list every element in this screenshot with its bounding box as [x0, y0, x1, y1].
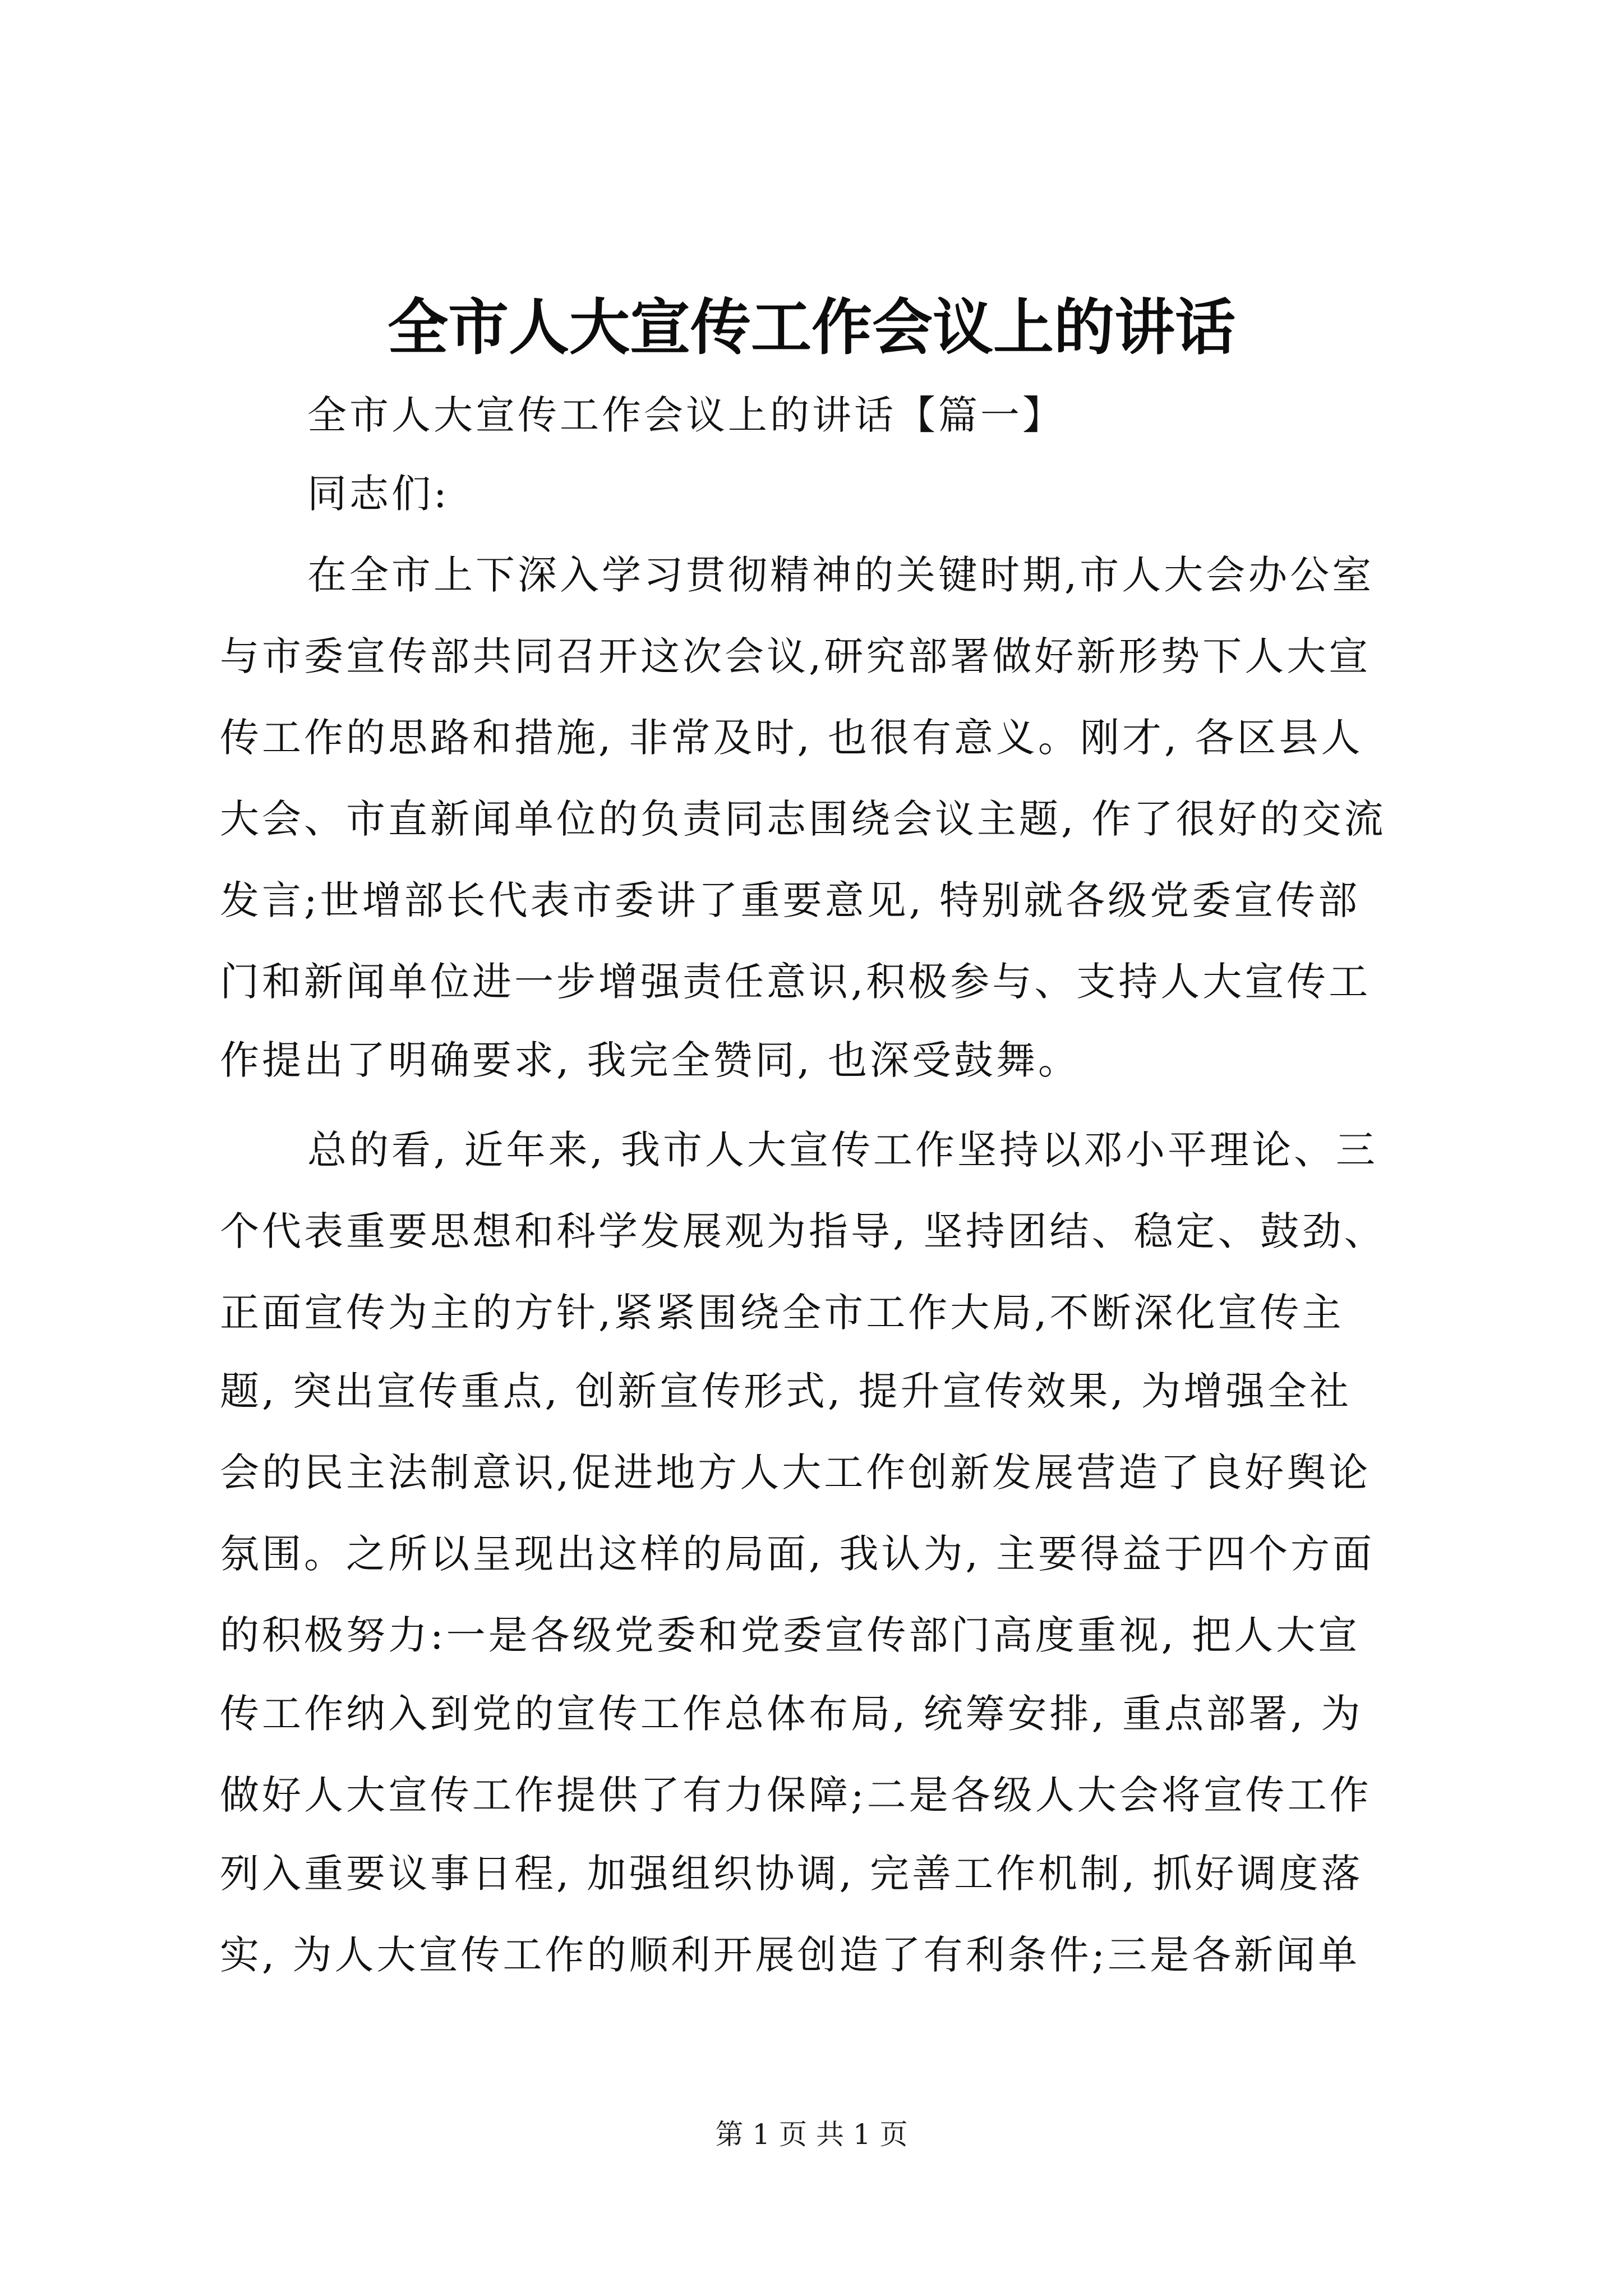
paragraph-line: 会的民主法制意识,促进地方人大工作创新发展营造了良好舆论: [220, 1450, 1371, 1496]
paragraph-line: 正面宣传为主的方针,紧紧围绕全市工作大局,不断深化宣传主: [220, 1290, 1344, 1336]
section-heading: 全市人大宣传工作会议上的讲话【篇一】: [307, 392, 1064, 438]
paragraph-line: 总的看, 近年来, 我市人大宣传工作坚持以邓小平理论、三: [307, 1127, 1378, 1173]
paragraph-line: 个代表重要思想和科学发展观为指导, 坚持团结、稳定、鼓劲、: [220, 1208, 1386, 1254]
paragraph-line: 作提出了明确要求, 我完全赞同, 也深受鼓舞。: [220, 1037, 1081, 1083]
paragraph-line: 做好人大宣传工作提供了有力保障;二是各级人大会将宣传工作: [220, 1772, 1372, 1818]
page-footer: 第 1 页 共 1 页: [715, 2118, 908, 2151]
salutation: 同志们:: [307, 471, 450, 517]
paragraph-line: 传工作纳入到党的宣传工作总体布局, 统筹安排, 重点部署, 为: [220, 1691, 1363, 1737]
paragraph-line: 实, 为人大宣传工作的顺利开展创造了有利条件;三是各新闻单: [220, 1932, 1361, 1978]
paragraph-line: 大会、市直新闻单位的负责同志围绕会议主题, 作了很好的交流: [220, 796, 1386, 842]
paragraph-line: 在全市上下深入学习贯彻精神的关键时期,市人大会办公室: [307, 552, 1375, 598]
paragraph-line: 传工作的思路和措施, 非常及时, 也很有意义。刚才, 各区县人: [220, 715, 1363, 761]
paragraph-line: 题, 突出宣传重点, 创新宣传形式, 提升宣传效果, 为增强全社: [220, 1368, 1352, 1414]
paragraph-line: 的积极努力:一是各级党委和党委宣传部门高度重视, 把人大宣: [220, 1612, 1361, 1658]
paragraph-line: 氛围。之所以呈现出这样的局面, 我认为, 主要得益于四个方面: [220, 1531, 1375, 1577]
paragraph-line: 发言;世增部长代表市委讲了重要意见, 特别就各级党委宣传部: [220, 877, 1361, 923]
paragraph-line: 与市委宣传部共同召开这次会议,研究部署做好新形势下人大宣: [220, 633, 1371, 679]
document-title: 全市人大宣传工作会议上的讲话: [387, 293, 1235, 363]
paragraph-line: 列入重要议事日程, 加强组织协调, 完善工作机制, 抓好调度落: [220, 1851, 1363, 1897]
paragraph-line: 门和新闻单位进一步增强责任意识,积极参与、支持人大宣传工: [220, 959, 1371, 1005]
